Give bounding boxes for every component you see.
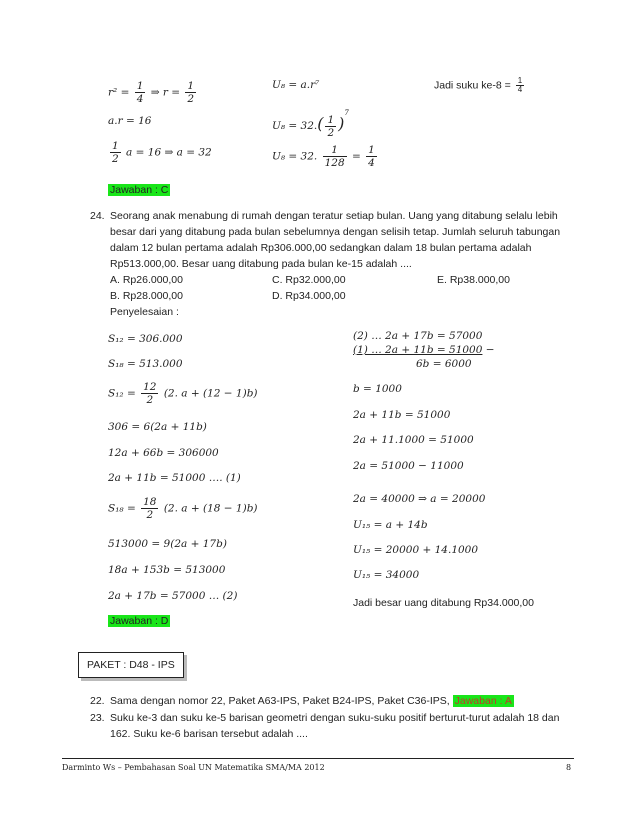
q24-line-2: besar dari yang ditabung pada bulan sebelumnya dengan selisih tetap. Jumlah seluruh tabungan bbox=[110, 226, 561, 238]
footer-divider bbox=[62, 758, 574, 759]
work-line-9: 18a + 153b = 513000 bbox=[108, 564, 226, 576]
paket-box bbox=[78, 652, 184, 678]
eq-subtract-result: 6b = 6000 bbox=[416, 358, 472, 370]
q23-line-1: Suku ke-3 dan suku ke-5 barisan geometri dengan suku-suku positif berturut-turut adalah 18 dan bbox=[110, 712, 560, 724]
u15-formula: U₁₅ = a + 14b bbox=[353, 519, 428, 531]
work-line-4: 306 = 6(2a + 11b) bbox=[108, 421, 207, 433]
u15-substitute: U₁₅ = 20000 + 14.1000 bbox=[353, 544, 479, 556]
page-number: 8 bbox=[566, 763, 572, 772]
paket-label: PAKET : D48 - IPS bbox=[87, 659, 175, 671]
right-line-5: 2a + 11b = 51000 bbox=[353, 409, 451, 421]
q23-number: 23. bbox=[90, 712, 105, 724]
footer-text: Darminto Ws – Pembahasan Soal UN Matematika SMA/MA 2012 bbox=[62, 763, 325, 772]
q24-number: 24. bbox=[90, 210, 105, 222]
half-a-line: $\frac{1}{2}$ a = 16 ⇒ a = 32 bbox=[112, 140, 212, 165]
q24-line-3: dalam 12 bulan pertama adalah Rp306.000,00 sedangkan dalam 18 bulan pertama adalah bbox=[110, 242, 532, 254]
u8-substitute: U₈ = 32.( $\frac{1}{2}$ )$^7$ bbox=[272, 109, 349, 139]
q22-text: Sama dengan nomor 22, Paket A63-IPS, Paket B24-IPS, Paket C36-IPS, Jawaban : A bbox=[110, 695, 512, 707]
q24-conclusion: Jadi besar uang ditabung Rp34.000,00 bbox=[353, 597, 534, 609]
b-value: b = 1000 bbox=[353, 383, 402, 395]
work-line-10: 2a + 17b = 57000 … (2) bbox=[108, 590, 238, 602]
q24-option-c: C. Rp32.000,00 bbox=[272, 274, 346, 286]
eq-1: (1) … 2a + 11b = 51000 − bbox=[353, 344, 495, 356]
u8-conclusion: Jadi suku ke-8 = $\frac{1}{4}$ bbox=[434, 76, 523, 94]
q24-line-1: Seorang anak menabung di rumah dengan teratur setiap bulan. Uang yang ditabung selalu lebih bbox=[110, 210, 558, 222]
right-line-8: 2a = 40000 ⇒ a = 20000 bbox=[353, 493, 486, 505]
answer-c: Jawaban : C bbox=[110, 184, 169, 196]
work-line-8: 513000 = 9(2a + 17b) bbox=[108, 538, 227, 550]
right-line-6: 2a + 11.1000 = 51000 bbox=[353, 434, 474, 446]
u8-result: U₈ = 32. $\frac{1}{128}$ = $\frac{1}{4}$ bbox=[272, 144, 375, 169]
q23-line-2: 162. Suku ke-6 barisan tersebut adalah .... bbox=[110, 728, 308, 740]
q24-option-d: D. Rp34.000,00 bbox=[272, 290, 346, 302]
s18-value: S₁₈ = 513.000 bbox=[108, 358, 183, 370]
q24-option-b: B. Rp28.000,00 bbox=[110, 290, 183, 302]
q24-option-a: A. Rp26.000,00 bbox=[110, 274, 183, 286]
q22-number: 22. bbox=[90, 695, 105, 707]
eq-2: (2) … 2a + 17b = 57000 bbox=[353, 330, 483, 342]
q24-line-4: Rp513.000,00. Besar uang ditabung pada bulan ke-15 adalah .... bbox=[110, 258, 412, 270]
u15-result: U₁₅ = 34000 bbox=[353, 569, 420, 581]
answer-d: Jawaban : D bbox=[110, 615, 169, 627]
s18-formula: S₁₈ = $\frac{18}{2}$ (2. a + (18 − 1)b) bbox=[108, 496, 258, 521]
penyelesaian-label: Penyelesaian : bbox=[110, 306, 179, 318]
ar-line: a.r = 16 bbox=[108, 115, 152, 127]
r-squared-line: r² = $\frac{1}{4}$ ⇒ r = $\frac{1}{2}$ bbox=[108, 80, 195, 105]
q22-answer: Jawaban : A bbox=[454, 695, 512, 707]
u8-formula: U₈ = a.r⁷ bbox=[272, 79, 320, 91]
work-line-5: 12a + 66b = 306000 bbox=[108, 447, 219, 459]
s12-formula: S₁₂ = $\frac{12}{2}$ (2. a + (12 − 1)b) bbox=[108, 381, 258, 406]
work-line-6: 2a + 11b = 51000 …. (1) bbox=[108, 472, 241, 484]
q24-option-e: E. Rp38.000,00 bbox=[437, 274, 510, 286]
right-line-7: 2a = 51000 − 11000 bbox=[353, 460, 464, 472]
s12-value: S₁₂ = 306.000 bbox=[108, 333, 183, 345]
